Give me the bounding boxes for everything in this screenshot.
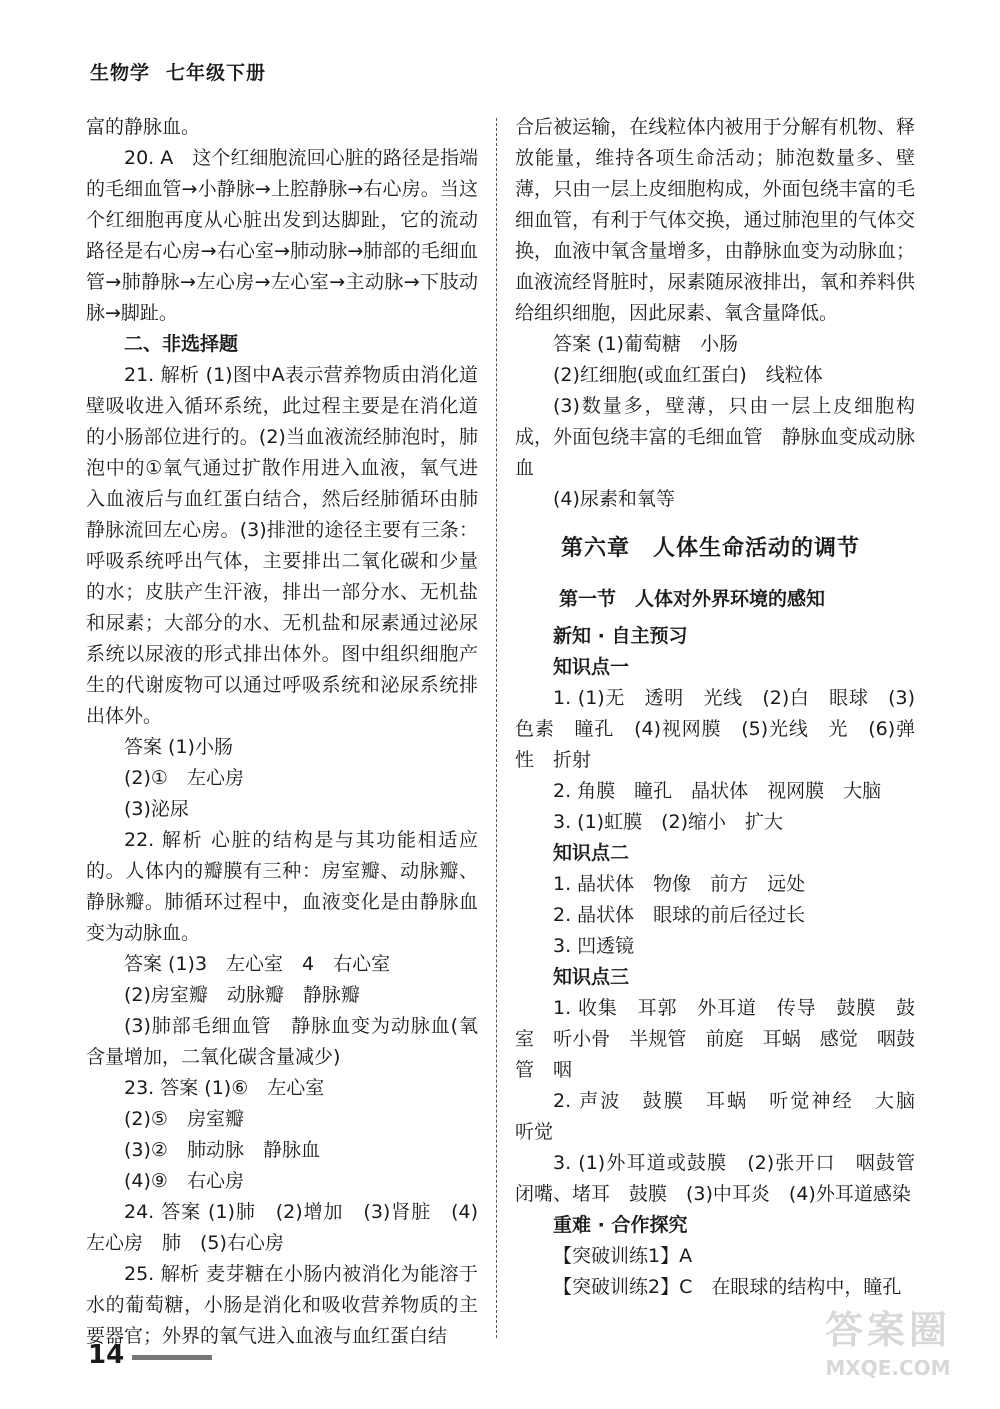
right-column-continued-answer [515, 112, 915, 515]
answer-paragraph: 2. 角膜 瞳孔 晶状体 视网膜 大脑 [553, 780, 882, 802]
column-divider [496, 118, 497, 1338]
answer-paragraph: 2. 声波 鼓膜 耳蜗 听觉神经 大脑 听觉 [515, 1090, 935, 1143]
answer-paragraph: 25. 解析 麦芽糖在小肠内被消化为能溶于水的葡萄糖，小肠是消化和吸收营养物质的主要器官；外界的氧气进入血液与血红蛋白结 [86, 1263, 478, 1347]
section-heading: 知识点三 [553, 966, 630, 988]
answer-paragraph: (3)数量多，壁薄，只由一层上皮细胞构成，外面包绕丰富的毛细血管 静脉血变成动脉血 [515, 395, 915, 479]
watermark-url: MXQE.COM [825, 1356, 951, 1380]
section-heading: 新知 · 自主预习 [553, 625, 688, 647]
answer-paragraph: 20. A 这个红细胞流回心脏的路径是指端的毛细血管→小静脉→上腔静脉→右心房。当这个红细胞再度从心脏出发到达脚趾，它的流动路径是右心房→右心室→肺动脉→肺部的毛细血管→肺静脉→左心房→左心室→主动脉→下肢动脉→脚趾。 [86, 147, 478, 324]
section-heading: 知识点二 [553, 842, 630, 864]
section-heading: 重难 · 合作探究 [553, 1214, 688, 1236]
answer-paragraph: 1. (1)无 透明 光线 (2)白 眼球 (3)色素 瞳孔 (4)视网膜 (5)光线 光 (6)弹性 折射 [515, 687, 915, 771]
answer-paragraph: 合后被运输，在线粒体内被用于分解有机物、释放能量，维持各项生命活动；肺泡数量多、壁薄，只由一层上皮细胞构成，外面包绕丰富的毛细血管，有利于气体交换，通过肺泡里的气体交换，血液中氧含量增多，由静脉血变为动脉血；血液流经肾脏时，尿素随尿液排出，氧和养料供给组织细胞，因此尿素、氧含量降低。 [515, 116, 915, 324]
answer-paragraph: (3)肺部毛细血管 静脉血变为动脉血(氧含量增加，二氧化碳含量减少) [86, 1015, 478, 1068]
answer-paragraph: 3. (1)外耳道或鼓膜 (2)张开口 咽鼓管 闭嘴、堵耳 鼓膜 (3)中耳炎 (4)外耳道感染 [515, 1152, 935, 1205]
section-heading: 二、非选择题 [124, 333, 239, 355]
answer-paragraph: (2)⑤ 房室瓣 [124, 1108, 244, 1130]
answer-paragraph: 23. 答案 (1)⑥ 左心室 [124, 1077, 325, 1099]
answer-paragraph: (4)尿素和氧等 [553, 488, 675, 510]
header-subject: 生物学 [90, 62, 151, 84]
page-number-bar [132, 1355, 212, 1360]
answer-paragraph: 【突破训练1】A [553, 1245, 693, 1267]
answer-paragraph: (2)① 左心房 [124, 767, 244, 789]
answer-paragraph: (3)② 肺动脉 静脉血 [124, 1139, 320, 1161]
answer-paragraph: 1. 晶状体 物像 前方 远处 [553, 873, 806, 895]
answer-paragraph: 21. 解析 (1)图中A表示营养物质由消化道壁吸收进入循环系统，此过程主要是在消化道的小肠部位进行的。(2)当血液流经肺泡时，肺泡中的①氧气通过扩散作用进入血液，氧气进入血液后与血红蛋白结合，然后经肺循环由肺静脉流回左心房。(3)排泄的途径主要有三条：呼吸系统呼出气体，主要排出二氧化碳和少量的水；皮肤产生汗液，排出一部分水、无机盐和尿素；大部分的水、无机盐和尿素通过泌尿系统以尿液的形式排出体外。图中组织细胞产生的代谢废物可以通过呼吸系统和泌尿系统排出体外。 [86, 364, 478, 727]
answer-paragraph: 2. 晶状体 眼球的前后径过长 [553, 904, 806, 926]
section-title: 第一节 人体对外界环境的感知 [559, 588, 826, 610]
answer-paragraph: (4)⑨ 右心房 [124, 1170, 244, 1192]
answer-paragraph: 3. 凹透镜 [553, 935, 635, 957]
answer-paragraph: 答案 (1)葡萄糖 小肠 [553, 333, 738, 355]
left-column [86, 112, 478, 1352]
answer-paragraph: 富的静脉血。 [86, 116, 201, 138]
answer-paragraph: 1. 收集 耳郭 外耳道 传导 鼓膜 鼓室 听小骨 半规管 前庭 耳蜗 感觉 咽鼓管 咽 [515, 997, 915, 1081]
answer-paragraph: (2)红细胞(或血红蛋白) 线粒体 [553, 364, 823, 386]
answer-paragraph: 【突破训练2】C 在眼球的结构中，瞳孔 [553, 1276, 902, 1298]
answer-paragraph: (3)泌尿 [124, 798, 189, 820]
right-column-answers [515, 621, 935, 1303]
page-number: 14 [88, 1340, 125, 1370]
section-heading: 知识点一 [553, 656, 630, 678]
answer-paragraph: 3. (1)虹膜 (2)缩小 扩大 [553, 811, 783, 833]
running-header [90, 58, 266, 85]
chapter-title: 第六章 人体生命活动的调节 [561, 536, 861, 561]
answer-paragraph: (2)房室瓣 动脉瓣 静脉瓣 [124, 984, 360, 1006]
header-grade: 七年级下册 [166, 62, 267, 84]
watermark-logo [798, 1307, 978, 1397]
answer-paragraph: 22. 解析 心脏的结构是与其功能相适应的。人体内的瓣膜有三种：房室瓣、动脉瓣、静脉瓣。肺循环过程中，血液变化是由静脉血变为动脉血。 [86, 829, 478, 944]
answer-paragraph: 答案 (1)小肠 [124, 736, 233, 758]
answer-paragraph: 答案 (1)3 左心室 4 右心室 [124, 953, 391, 975]
answer-paragraph: 24. 答案 (1)肺 (2)增加 (3)肾脏 (4)左心房 肺 (5)右心房 [86, 1201, 478, 1254]
right-column [515, 112, 935, 1303]
watermark-text: 答案圈 [824, 1308, 951, 1352]
